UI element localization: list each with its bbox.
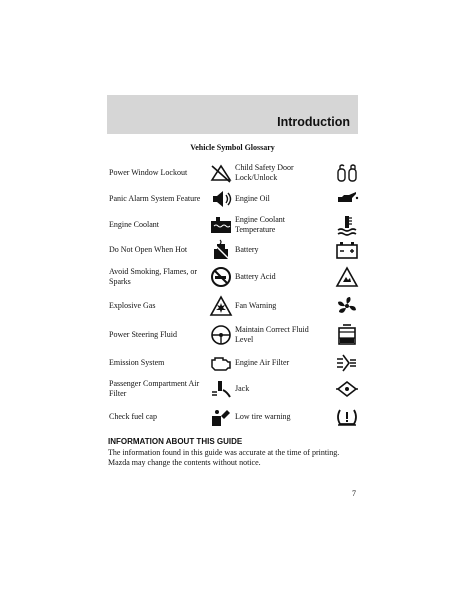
- fluid-level-icon: [334, 323, 360, 347]
- fuel-cap-icon: [208, 405, 234, 429]
- no-smoking-icon: [208, 265, 234, 289]
- cabin-filter-icon: [208, 377, 234, 401]
- glossary-row: [235, 160, 360, 186]
- air-filter-icon: [334, 351, 360, 375]
- glossary-row: [235, 375, 360, 403]
- symbol-label: Engine Air Filter: [235, 357, 290, 367]
- glossary-row: [235, 292, 360, 320]
- symbol-label: Panic Alarm System Feature: [109, 193, 201, 203]
- symbol-label: Child Safety Door Lock/Unlock: [235, 163, 294, 182]
- glossary-left-column: [109, 160, 234, 431]
- steering-wheel-icon: [208, 323, 234, 347]
- glossary-row: [109, 186, 234, 211]
- symbol-label: Battery: [235, 245, 259, 254]
- glossary-row: [109, 160, 234, 186]
- glossary-right-column: [235, 160, 360, 431]
- glossary-row: [235, 403, 360, 431]
- info-heading: INFORMATION ABOUT THIS GUIDE: [108, 437, 243, 446]
- glossary-row: [235, 262, 360, 292]
- symbol-label: Maintain Correct Fluid Level: [235, 325, 309, 344]
- glossary-row: [235, 211, 360, 238]
- glossary-row: [235, 350, 360, 375]
- symbol-label: Engine Coolant: [109, 219, 159, 229]
- symbol-label: Check fuel cap: [109, 412, 157, 421]
- symbol-label: Explosive Gas: [109, 301, 156, 310]
- coolant-temp-icon: [334, 213, 360, 237]
- window-lockout-icon: [208, 161, 234, 185]
- glossary-title: Vehicle Symbol Glossary: [190, 143, 275, 152]
- symbol-label: Battery Acid: [235, 272, 276, 281]
- glossary-row: [235, 320, 360, 350]
- symbol-label: Low tire warning: [235, 412, 291, 421]
- symbol-label: Do Not Open When Hot: [109, 245, 188, 254]
- child-lock-icon: [334, 161, 360, 185]
- symbol-label: Engine Oil: [235, 193, 270, 203]
- section-header-band: [107, 95, 358, 134]
- glossary-row: [235, 186, 360, 211]
- glossary-row: [109, 403, 234, 431]
- symbol-label: Power Steering Fluid: [109, 330, 177, 339]
- fan-icon: [334, 294, 360, 318]
- oil-can-icon: [334, 187, 360, 211]
- battery-acid-icon: [334, 265, 360, 289]
- glossary-row: [109, 262, 234, 292]
- glossary-row: [235, 238, 360, 262]
- hot-cap-icon: [208, 238, 234, 262]
- engine-icon: [208, 351, 234, 375]
- glossary-row: [109, 375, 234, 403]
- coolant-reservoir-icon: [208, 213, 234, 237]
- low-tire-icon: [334, 405, 360, 429]
- symbol-label: Emission System: [109, 357, 165, 367]
- glossary-row: [109, 292, 234, 320]
- glossary-row: [109, 320, 234, 350]
- info-body: The information found in this guide was accurate at the time of printing. Mazda may change the contents without notice.: [108, 448, 340, 467]
- glossary-row: [109, 238, 234, 262]
- symbol-label: Fan Warning: [235, 301, 277, 310]
- glossary-row: [109, 211, 234, 238]
- explosive-gas-icon: [208, 294, 234, 318]
- symbol-label: Power Window Lockout: [109, 168, 188, 177]
- battery-icon: [334, 238, 360, 262]
- symbol-label: Jack: [235, 384, 250, 393]
- jack-icon: [334, 377, 360, 401]
- symbol-label: Engine Coolant Temperature: [235, 214, 285, 234]
- glossary-row: [109, 350, 234, 375]
- section-title: Introduction: [277, 115, 350, 129]
- symbol-label: Avoid Smoking, Flames, or Sparks: [109, 267, 198, 286]
- page-number: 7: [352, 489, 356, 498]
- symbol-label: Passenger Compartment Air Filter: [109, 379, 200, 398]
- horn-icon: [208, 187, 234, 211]
